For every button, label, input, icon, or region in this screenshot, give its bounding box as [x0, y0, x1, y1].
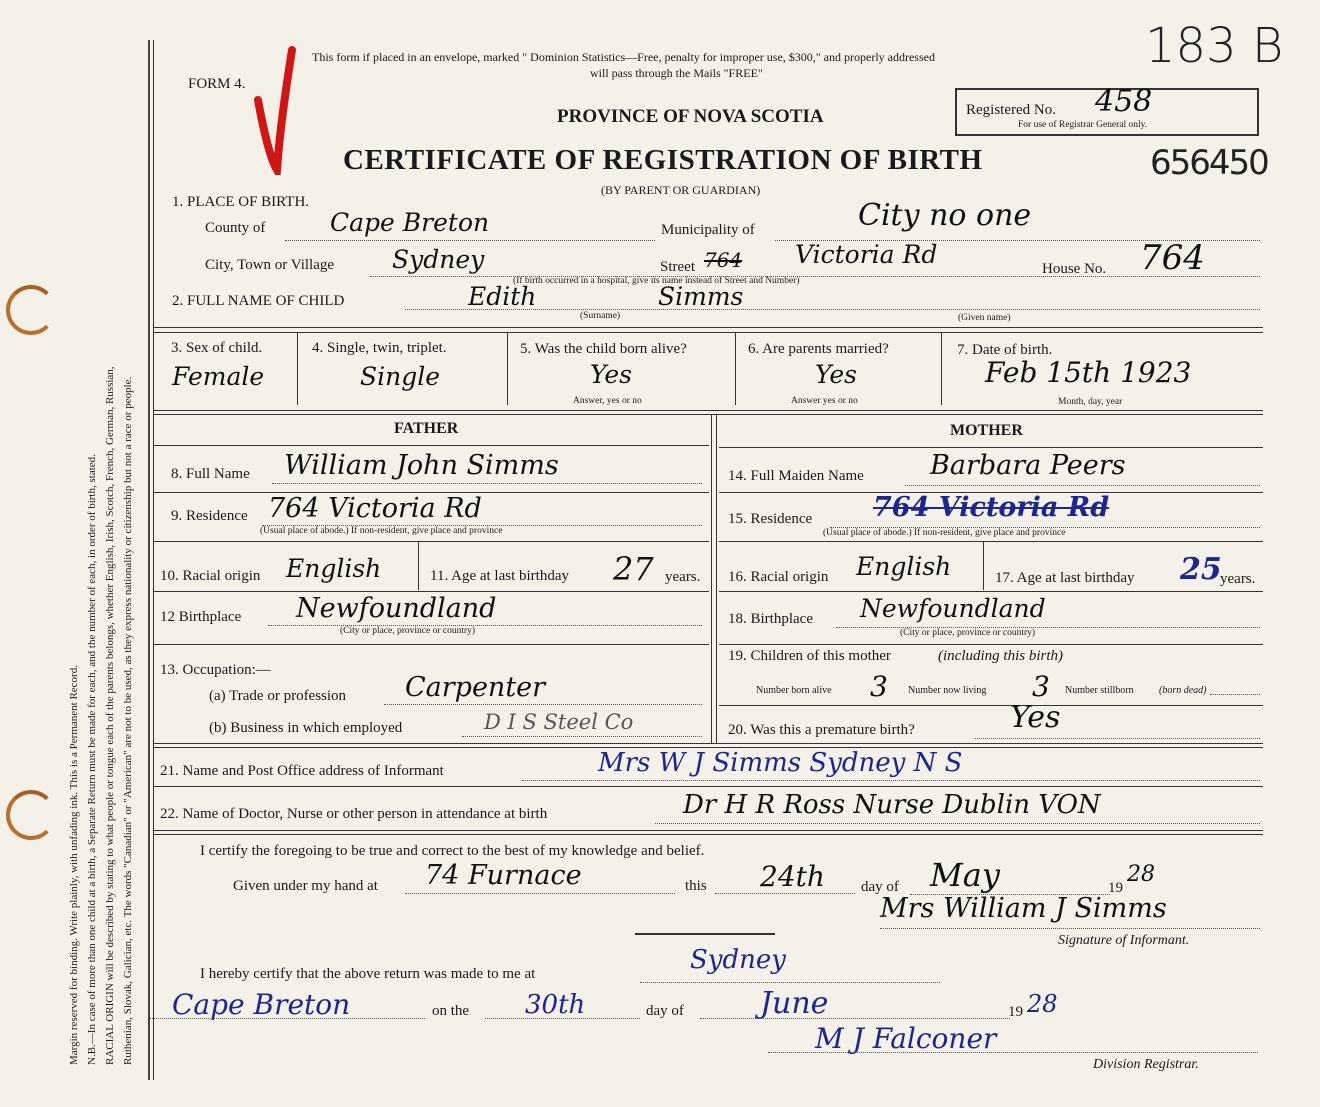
place-of-birth-heading: 1. PLACE OF BIRTH. [172, 194, 310, 210]
father-racial-label: 10. Racial origin [160, 568, 261, 584]
father-birthplace-caption: (City or place, province or country) [340, 626, 476, 636]
county-label: County of [205, 220, 266, 236]
province-heading: PROVINCE OF NOVA SCOTIA [557, 106, 824, 127]
parents-married-label: 6. Are parents married? [748, 341, 889, 357]
father-residence-label: 9. Residence [171, 508, 248, 524]
city-value: Sydney [392, 245, 485, 274]
occupation-label: 13. Occupation:— [160, 662, 271, 678]
mother-name-value: Barbara Peers [930, 450, 1126, 481]
father-name-label: 8. Full Name [171, 466, 250, 482]
street-label: Street [660, 259, 695, 275]
certification-month: May [930, 856, 1000, 894]
now-living-count: 3 [1032, 670, 1050, 703]
premature-value: Yes [1010, 700, 1061, 735]
single-twin-value: Single [360, 362, 441, 391]
mother-age-value: 25 [1180, 552, 1222, 587]
certification-day: 24th [760, 860, 825, 893]
mother-name-label: 14. Full Maiden Name [728, 468, 864, 484]
registrar-place: Sydney [690, 945, 786, 975]
binding-hole-bottom [6, 790, 56, 840]
informant-value: Mrs W J Simms Sydney N S [598, 748, 963, 778]
given-at-value: 74 Furnace [425, 860, 582, 891]
trade-value: Carpenter [405, 672, 546, 703]
mail-notice-line1: This form if placed in an envelope, marked " Dominion Statistics—Free, penalty for improper use, $300," and properly addressed [312, 50, 935, 64]
parents-married-caption: Answer yes or no [791, 396, 858, 406]
margin-text-col4: Ruthenian, Slovak, Galician, etc. The words "Canadian" or "American" are not to be used, as they express nationality or citizenship but not a race or people. [122, 376, 134, 1065]
registrar-month: June [760, 986, 829, 1021]
business-value: D I S Steel Co [484, 710, 634, 734]
registrar-statement: I hereby certify that the above return was made to me at [200, 966, 536, 982]
given-name-caption: (Given name) [958, 313, 1011, 323]
trade-label: (a) Trade or profession [209, 688, 347, 704]
mother-residence-label: 15. Residence [728, 511, 813, 527]
father-residence-caption: (Usual place of abode.) If non-resident, give place and province [260, 526, 503, 536]
premature-label: 20. Was this a premature birth? [728, 722, 915, 738]
binding-hole-top [6, 285, 56, 335]
mail-notice-line2: will pass through the Mails "FREE" [590, 66, 763, 80]
stillborn-note: (born dead) [1159, 685, 1207, 696]
father-heading: FATHER [394, 420, 459, 437]
mother-birthplace-label: 18. Birthplace [728, 611, 813, 627]
margin-rule-inner [153, 40, 154, 1080]
mother-age-label: 17. Age at last birthday [995, 570, 1135, 586]
house-number-label: House No. [1042, 261, 1107, 277]
document-title: CERTIFICATE OF REGISTRATION OF BIRTH [343, 144, 983, 176]
registrar-day-of-label: day of [646, 1003, 684, 1019]
mother-residence-value: 764 Victoria Rd [873, 492, 1110, 523]
hospital-note: (If birth occurred in a hospital, give its name instead of Street and Number) [513, 276, 800, 286]
street-struck-value: 764 [704, 248, 743, 272]
registrar-signature: M J Falconer [815, 1022, 997, 1055]
mother-birthplace-caption: (City or place, province or country) [900, 628, 1036, 638]
county-value: Cape Breton [330, 208, 490, 237]
mother-heading: MOTHER [950, 422, 1023, 439]
informant-signature-caption: Signature of Informant. [1058, 933, 1190, 948]
mother-years-label: years. [1220, 571, 1256, 587]
born-alive-label: 5. Was the child born alive? [520, 341, 687, 357]
children-note: (including this birth) [938, 648, 1063, 664]
registrar-note: For use of Registrar General only. [1018, 120, 1148, 130]
born-alive-caption: Answer, yes or no [573, 396, 642, 406]
attendant-label: 22. Name of Doctor, Nurse or other person in attendance at birth [160, 806, 548, 822]
corner-number: 183 B [1145, 18, 1284, 74]
attendant-value: Dr H R Ross Nurse Dublin VON [683, 790, 1101, 820]
margin-text-col3: RACIAL ORIGIN will be described by stating to what people or tongue each of the parents belongs, whether English, Irish, Scotch, French, German, Russian, [104, 366, 116, 1065]
single-twin-label: 4. Single, twin, triplet. [312, 340, 447, 356]
municipality-label: Municipality of [661, 222, 755, 238]
born-alive-value: Yes [590, 360, 632, 389]
born-alive-count-label: Number born alive [756, 685, 832, 696]
mother-racial-label: 16. Racial origin [728, 569, 829, 585]
registered-number: 458 [1095, 84, 1153, 119]
father-residence-value: 764 Victoria Rd [268, 493, 482, 524]
registrar-caption: Division Registrar. [1093, 1057, 1199, 1072]
informant-signature: Mrs William J Simms [880, 893, 1167, 924]
street-value: Victoria Rd [795, 240, 938, 269]
born-alive-count: 3 [870, 670, 888, 703]
father-birthplace-label: 12 Birthplace [160, 609, 242, 625]
parents-married-value: Yes [815, 360, 857, 389]
dob-caption: Month, day, year [1058, 397, 1123, 407]
sex-value: Female [172, 362, 265, 391]
registrar-year-prefix: 19 [1008, 1004, 1023, 1020]
children-label: 19. Children of this mother [728, 648, 891, 664]
certification-statement: I certify the foregoing to be true and correct to the best of my knowledge and belief. [200, 843, 705, 859]
registrar-county: Cape Breton [172, 988, 351, 1021]
house-number-value: 764 [1140, 238, 1205, 278]
municipality-value: City no one [858, 198, 1032, 233]
now-living-label: Number now living [908, 685, 987, 696]
dob-label: 7. Date of birth. [957, 342, 1053, 358]
surname-caption: (Surname) [580, 311, 621, 321]
father-name-value: William John Simms [284, 450, 559, 481]
registrar-year: 28 [1027, 990, 1058, 1018]
given-at-label: Given under my hand at [233, 878, 378, 894]
margin-rule [148, 40, 150, 1080]
mother-racial-value: English [856, 552, 952, 581]
business-label: (b) Business in which employed [209, 720, 403, 736]
certification-year: 28 [1127, 862, 1155, 887]
day-of-label: day of [861, 879, 899, 895]
mother-residence-caption: (Usual place of abode.) If non-resident, give place and province [823, 528, 1066, 538]
father-years-label: years. [665, 569, 701, 585]
this-label: this [685, 878, 707, 894]
informant-label: 21. Name and Post Office address of Informant [160, 763, 444, 779]
document-subtitle: (BY PARENT OR GUARDIAN) [601, 183, 761, 197]
father-racial-value: English [286, 554, 382, 583]
registrar-day: 30th [525, 990, 586, 1020]
child-given-name: Simms [658, 282, 744, 311]
margin-text-col1: Margin reserved for binding. Write plainly, with unfading ink. This is a Permanent Record. [68, 665, 80, 1065]
certification-year-prefix: 19 [1108, 880, 1123, 896]
dob-value: Feb 15th 1923 [985, 356, 1192, 389]
stamp-number: 656450 [1150, 143, 1268, 183]
mother-birthplace-value: Newfoundland [860, 594, 1046, 623]
form-number: FORM 4. [188, 76, 246, 92]
sex-label: 3. Sex of child. [171, 340, 263, 356]
child-surname: Edith [468, 282, 537, 311]
check-mark-icon [250, 45, 300, 175]
stillborn-label: Number stillborn [1065, 685, 1134, 696]
father-age-label: 11. Age at last birthday [430, 568, 569, 584]
registrar-on-the-label: on the [432, 1003, 470, 1019]
father-age-value: 27 [613, 550, 654, 588]
child-name-label: 2. FULL NAME OF CHILD [172, 293, 345, 309]
city-label: City, Town or Village [205, 257, 335, 273]
margin-text-col2: N.B.—In case of more than one child at a birth, a Separate Return must be made for each, and the number of each, in order of birth, stated. [86, 454, 98, 1065]
father-birthplace-value: Newfoundland [296, 593, 497, 624]
registered-label: Registered No. [966, 102, 1056, 118]
